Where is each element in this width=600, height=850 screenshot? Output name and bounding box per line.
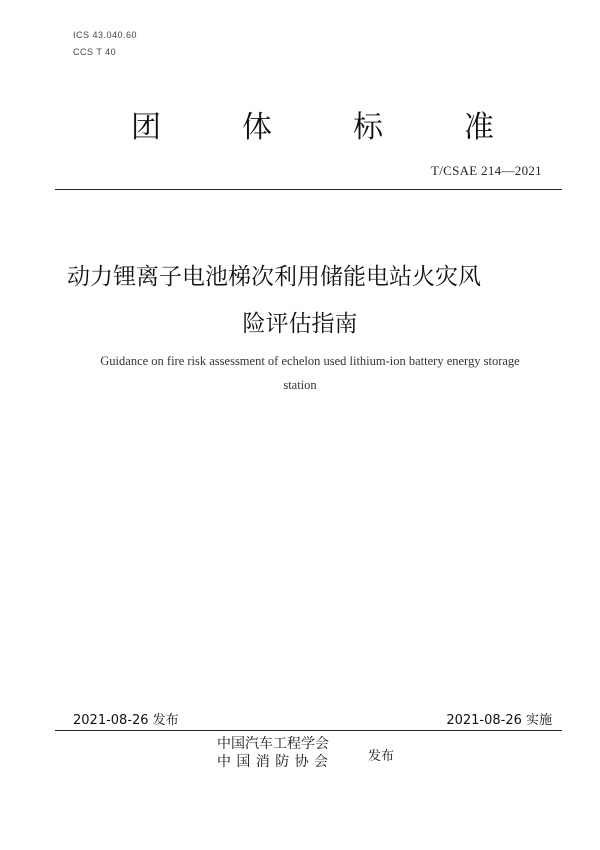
- org-type-char-4: 准: [464, 110, 494, 145]
- title-en-line-2: station: [283, 378, 317, 392]
- publisher-line-1: 中国汽车工程学会: [217, 736, 329, 752]
- title-en-line-1: Guidance on fire risk assessment of echelon used lithium-ion battery energy storage: [100, 354, 520, 368]
- issued-label: 发布: [368, 749, 395, 764]
- title-cn-line-1: 动力锂离子电池梯次利用储能电站火灾风: [67, 264, 481, 290]
- standard-number: T/CSAE 214—2021: [430, 163, 542, 178]
- publisher-line-2: 中国消防协会: [217, 754, 334, 770]
- top-divider: [55, 189, 562, 190]
- org-type-char-2: 体: [242, 110, 272, 145]
- ics-code: ICS 43.040.60: [73, 30, 138, 40]
- ccs-code: CCS T 40: [73, 47, 117, 57]
- org-type-char-3: 标: [353, 110, 383, 145]
- title-cn-line-2: 险评估指南: [242, 311, 358, 337]
- bottom-divider: [55, 730, 562, 731]
- implement-date: 2021-08-26 实施: [446, 713, 552, 728]
- publish-date: 2021-08-26 发布: [73, 713, 179, 728]
- org-type-char-1: 团: [131, 110, 161, 145]
